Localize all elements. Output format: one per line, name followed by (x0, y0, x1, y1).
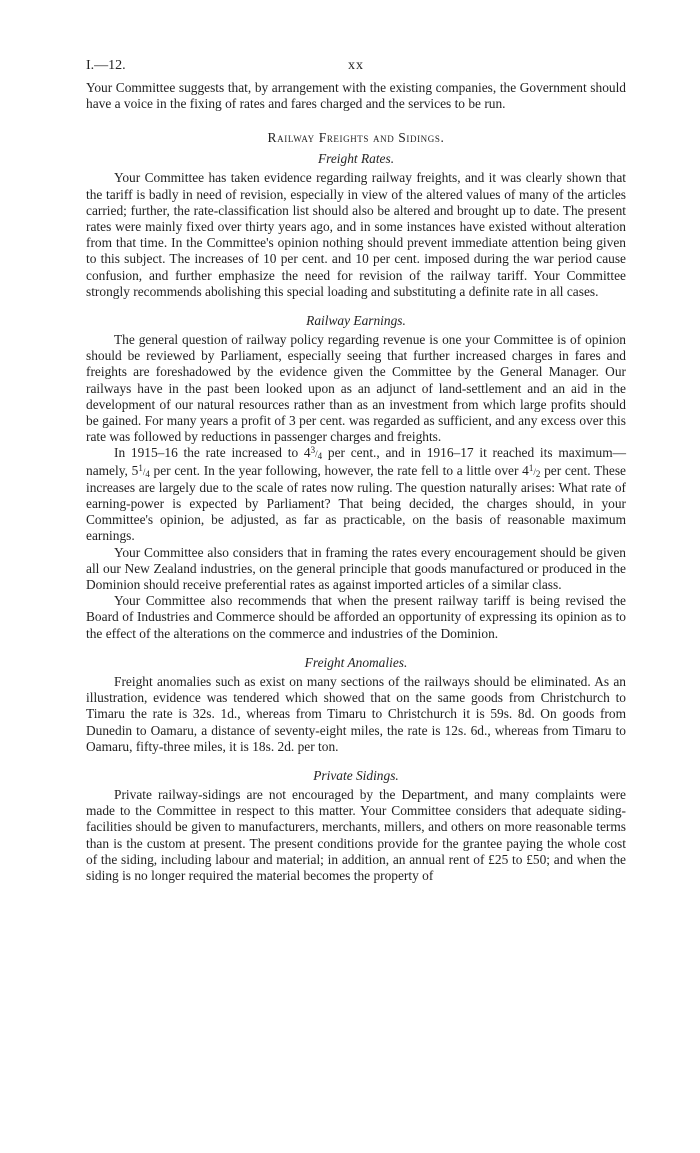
heading-railway-earnings: Railway Earnings. (306, 313, 406, 329)
fraction-denominator: 2 (535, 468, 541, 479)
fraction-denominator: 4 (317, 451, 323, 462)
heading-freight-anomalies: Freight Anomalies. (304, 654, 408, 670)
text-run: per cent. These increases are largely due to the scale of rates now ruling. The question naturally arises: What rate of earning-power is expected by Parliament? That being decided, the charges should, in your Committee's opinion, be adjusted, as far as practicable, on the basis of reasonable maximum earnings. (86, 462, 626, 544)
document-page (86, 58, 626, 884)
fraction-numerator: 3 (310, 445, 316, 456)
fraction-numerator: 1 (528, 462, 534, 473)
section-title: Railway Freights and Sidings. (267, 130, 445, 146)
text-run: per cent. In the year following, however, the rate fell to a little over 4 (149, 462, 529, 478)
page-header (86, 58, 626, 80)
paragraph-private-sidings: Private railway-sidings are not encouraged by the Department, and many complaints were made to the Committee in respect to this matter. Your Committee considers that adequate siding-facilities should be given to manufacturers, merchants, millers, and others on more reasonable terms than is the custom at present. The present conditions provide for the grantee paying the whole cost of the siding, including labour and material; in addition, an annual rent of £25 to £50; and when the siding is no longer required the material becomes the property of (86, 786, 626, 883)
page-number: xx (348, 58, 364, 73)
paragraph-earnings-4: Your Committee also recommends that when the present railway tariff is being revised the Board of Industries and Commerce should be afforded an opportunity of expressing its opinion as to the effect of the alterations on the commerce and industries of the Dominion. (86, 593, 626, 641)
paper-reference: I.—12. (86, 58, 126, 73)
paragraph-earnings-3: Your Committee also considers that in framing the rates every encouragement should be given all our New Zealand industries, on the general principle that goods manufactured or produced in the Dominion should receive preferential rates as against imported articles of a similar class. (86, 544, 626, 593)
text-run: In 1915–16 the rate increased to 4 (114, 445, 311, 461)
paragraph-earnings-2 (86, 445, 626, 544)
paragraph-earnings-1: The general question of railway policy regarding revenue is one your Committee is of opinion should be reviewed by Parliament, especially seeing that further increased charges in fares and freights are foreshadowed by the evidence given the Committee by the General Manager. Our railways have in the past been looked upon as an adjunct of land-settlement and an aid in the development of our natural resources rather than as an investment from which large profits should be gained. For many years a profit of 3 per cent. was regarded as sufficient, and any excess over this rate was followed by reductions in passenger charges and freights. (86, 332, 626, 445)
fraction-numerator: 1 (138, 462, 143, 473)
fraction: 3/4 (310, 445, 323, 462)
fraction: 1/2 (528, 462, 541, 479)
fraction: 1/4 (138, 462, 150, 479)
intro-paragraph: Your Committee suggests that, by arrangement with the existing companies, the Government should have a voice in the fixing of rates and fares charged and the services to be run. (86, 80, 626, 112)
text-run: per cent., and in 1916–17 it reached its maximum—namely, 5 (86, 445, 627, 478)
heading-freight-rates: Freight Rates. (317, 151, 395, 167)
paragraph-freight-rates: Your Committee has taken evidence regarding railway freights, and it was clearly shown that the tariff is badly in need of revision, especially in view of the altered values of many of the articles carried; further, the rate-classification list should also be altered and brought up to date. The present rates were mainly fixed over thirty years ago, and in some instances have existed without alteration from that time. In the Committee's opinion nothing should prevent immediate attention being given to this subject. The increases of 10 per cent. and 10 per cent. imposed during the war period cause confusion, and further emphasize the need for revision of the railway tariff. Your Committee strongly recommends abolishing this special loading and substituting a definite rate in all cases. (86, 170, 626, 299)
paragraph-freight-anomalies: Freight anomalies such as exist on many sections of the railways should be eliminated. As an illustration, evidence was tendered which showed that on the same goods from Christchurch to Timaru the rate is 32s. 1d., whereas from Timaru to Christchurch it is 59s. 8d. On goods from Dunedin to Oamaru, a distance of seventy-eight miles, the rate is 12s. 6d., whereas from Timaru to Oamaru, fifty-three miles, it is 18s. 2d. per ton. (86, 673, 626, 754)
fraction-denominator: 4 (145, 468, 150, 479)
heading-private-sidings: Private Sidings. (313, 767, 399, 783)
